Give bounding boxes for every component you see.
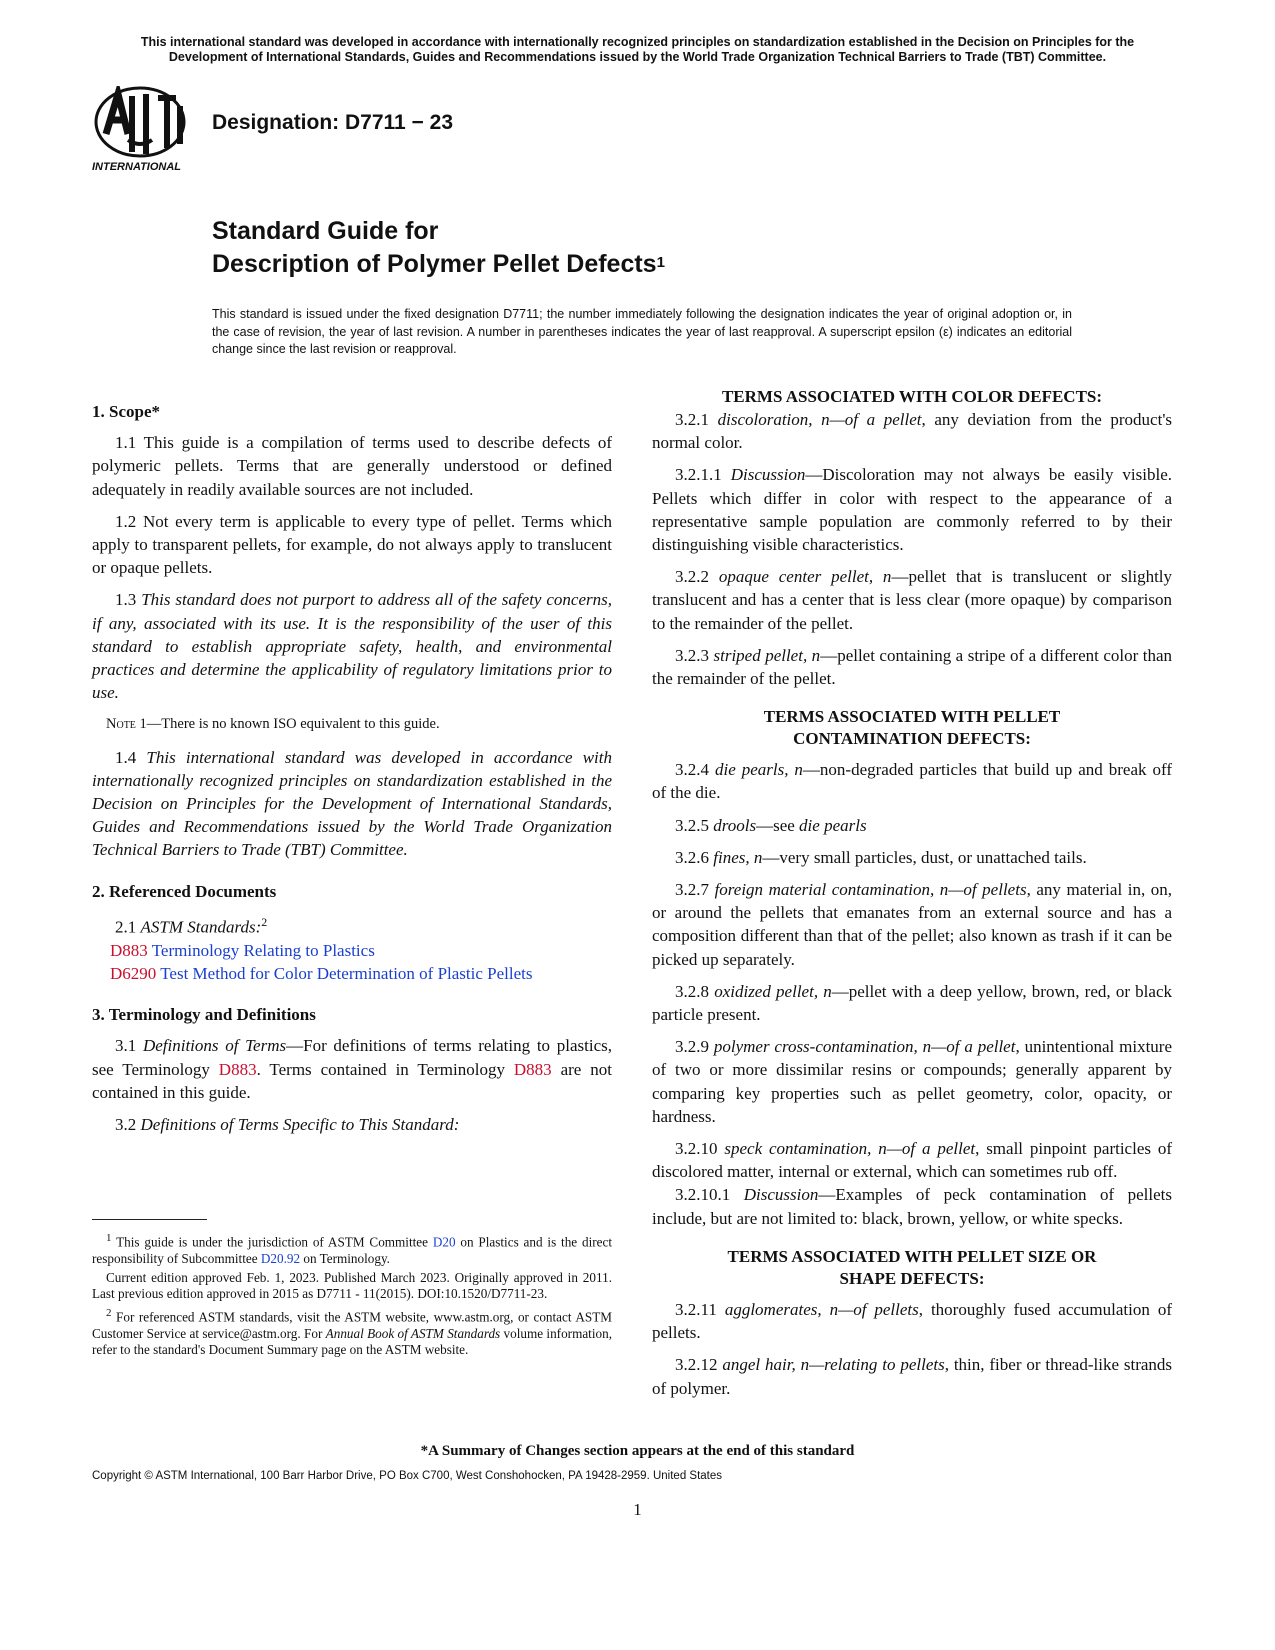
def-3-2-7-term: foreign material contamination, n—of pellets [714,880,1027,900]
def-3-2-11 [652,1298,1172,1344]
para-1-4-text: This international standard was developed in accordance with internationally recognized principles on standardization established in the Decision on Principles for the Development of International Standards, Guides and Recommendations issued by the World Trade Organization Technical Barriers to Trade (TBT) Committee. [92,747,612,860]
ref-d883-code[interactable]: D883 [110,940,148,960]
para-3-1-c: are not contained in this guide. [92,1059,612,1102]
def-3-2-10-num: 3.2.10 [675,1139,725,1159]
def-3-2-9-term: polymer cross-contamination, n—of a pellet [713,1037,1016,1057]
def-3-2-3-term: striped pellet, n [713,645,821,665]
def-3-2-6-num: 3.2.6 [675,847,714,867]
def-3-2-8-num: 3.2.8 [675,981,715,1001]
footnote-1-c: on Terminology. [300,1250,390,1266]
footnote-1-link-d20[interactable]: D20 [432,1234,456,1250]
para-3-1-b: . Terms contained in Terminology [256,1059,514,1079]
notice-line-2: Development of International Standards, Guides and Recommendations issued by the World Trade Organization Technical Barriers to Trade (TBT) Committee. [168,50,1107,64]
def-3-2-3-num: 3.2.3 [675,645,714,665]
def-3-2-6-term: fines, n [713,847,763,867]
def-3-2-3 [652,644,1172,690]
def-3-2-11-term: agglomerates, n—of pellets [724,1299,919,1319]
def-3-2-7-num: 3.2.7 [675,880,715,900]
def-3-2-4-term: die pearls, n [714,760,803,780]
ref-d6290-code[interactable]: D6290 [110,963,157,983]
def-3-2-4 [652,758,1172,804]
def-3-2-4-text: —non-degraded particles that build up and break off of the die. [652,760,1172,803]
def-3-2-3-text: —pellet containing a stripe of a different color than the remainder of the pellet. [652,645,1173,689]
def-3-2-1-1-term: Discussion [730,465,806,485]
def-3-2-7-text: , any material in, on, or around the pellets that emanates from an external source and has a composition different than that of the pellet; also known as trash if it can be picked up separately. [652,880,1173,969]
def-3-2-2-num: 3.2.2 [675,567,719,587]
def-3-2-1-1-num: 3.2.1.1 [675,465,731,485]
right-column [652,386,1172,1409]
footnote-2-italic: Annual Book of ASTM Standards [325,1325,501,1341]
para-3-2-text: Definitions of Terms Specific to This Standard: [140,1114,460,1134]
footnote-1 [92,1230,612,1268]
para-1-2: 1.2 Not every term is applicable to every type of pellet. Terms which apply to transparent pellets, for example, do not always apply to translucent or opaque pellets. [92,511,612,578]
designation: Designation: D7711 − 23 [212,111,454,134]
footnote-1-a: This guide is under the jurisdiction of ASTM Committee [111,1234,433,1250]
def-3-2-1-term: discoloration, n—of a pellet [717,410,922,429]
footnote-2-b: volume information, refer to the standard's Document Summary page on the ASTM website. [92,1325,612,1358]
left-column [92,400,612,1145]
def-3-2-1-num: 3.2.1 [675,410,718,429]
def-3-2-1-text: , any deviation from the product's normal color. [652,410,1172,453]
def-3-2-9 [652,1035,1172,1128]
def-3-2-8-term: oxidized pellet, n [714,981,832,1001]
para-3-1-a: —For definitions of terms relating to plastics, see Terminology [92,1036,612,1079]
astm-logo-icon [88,86,200,176]
copyright: Copyright © ASTM International, 100 Barr Harbor Drive, PO Box C700, West Conshohocken, PA 19428-2959. United States [92,1470,723,1482]
def-3-2-12-text: , thin, fiber or thread-like strands of polymer. [652,1355,1173,1398]
def-3-2-6 [652,846,1172,869]
para-3-1 [92,1034,612,1104]
para-2-1 [92,911,612,939]
def-3-2-11-text: , thoroughly fused accumulation of pellets. [652,1299,1172,1343]
logo-text: INTERNATIONAL [92,161,182,173]
title-line-1: Standard Guide for [212,217,439,245]
astm-logo [88,86,200,176]
footnote-divider [92,1219,207,1220]
para-1-3-text: This standard does not purport to address all of the safety concerns, if any, associated with its use. It is the responsibility of the user of this standard to establish appropriate safety, health, and environmental practices and determine the applicability of regulatory limitations prior to use. [92,590,613,703]
def-3-2-2 [652,565,1172,635]
footnote-2-mark: 2 [106,1306,112,1319]
para-1-3-num: 1.3 [115,590,142,610]
def-3-2-12 [652,1353,1172,1399]
def-3-2-10-text: , small pinpoint particles of discolored matter, internal or external, which can sometimes rub off. [652,1139,1172,1182]
scope-heading: 1. Scope* [92,402,160,421]
summary-of-changes-note: *A Summary of Changes section appears at the end of this standard [420,1443,855,1459]
def-3-2-2-term: opaque center pellet, n [718,567,892,587]
def-3-2-4-num: 3.2.4 [675,760,715,780]
size-shape-defects-heading [652,1246,1172,1290]
ref-d883-title[interactable]: Terminology Relating to Plastics [147,940,375,960]
page-number: 1 [633,1500,642,1519]
def-3-2-10-1-num: 3.2.10.1 [675,1185,744,1205]
def-3-2-8-text: —pellet with a deep yellow, brown, red, or black particle present. [652,981,1172,1025]
contamination-heading-line-2: CONTAMINATION DEFECTS: [793,729,1031,749]
def-3-2-1 [652,408,1172,454]
note-1 [92,713,612,736]
contamination-defects-heading [652,706,1172,750]
para-1-4-num: 1.4 [115,747,147,767]
title-footnote-mark[interactable]: 1 [656,254,665,271]
def-3-2-12-num: 3.2.12 [675,1355,723,1375]
def-3-2-12-term: angel hair, n—relating to pellets [722,1355,945,1375]
def-3-2-10-1-term: Discussion [743,1185,819,1205]
standards-notice [80,35,1195,65]
refdocs-heading: 2. Referenced Documents [92,881,277,901]
def-3-2-5-ref: die pearls [799,815,867,835]
issue-note: This standard is issued under the fixed designation D7711; the number immediately following the designation indicates the year of original adoption or, in the case of revision, the year of last revision. A number in parentheses indicates the year of last reapproval. A superscript epsilon (ε) indicates an editorial change since the last revision or reapproval. [212,307,1072,356]
note-1-label: Note 1 [106,716,147,733]
para-3-1-term: Definitions of Terms [142,1036,287,1056]
def-3-2-11-num: 3.2.11 [675,1299,725,1319]
def-3-2-9-text: , unintentional mixture of two or more dissimilar resins or compounds; generally apparent by comparing key properties such as pellet geometry, color, opacity, or hardness. [652,1037,1173,1126]
def-3-2-2-text: —pellet that is translucent or slightly translucent and has a center that is less clear (more opaque) by comparison to the remainder of the pellet. [652,567,1173,633]
footnote-1-link-d2092[interactable]: D20.92 [260,1250,301,1266]
note-1-text: —There is no known ISO equivalent to this guide. [146,716,440,733]
footnote-1-edition: Current edition approved Feb. 1, 2023. Published March 2023. Originally approved in 2011. Last previous edition approved in 2015 as D7711 - 11(2015). DOI:10.1520/D7711-23. [92,1269,612,1302]
def-3-2-5-num: 3.2.5 [675,815,714,835]
def-3-2-8 [652,980,1172,1026]
def-3-2-9-num: 3.2.9 [675,1037,714,1057]
def-3-2-6-text: —very small particles, dust, or unattached tails. [762,847,1087,867]
size-heading-line-1: TERMS ASSOCIATED WITH PELLET SIZE OR [727,1246,1097,1266]
para-3-1-num: 3.1 [115,1036,143,1056]
title-line-2 [212,248,665,281]
def-3-2-1-1 [652,463,1172,556]
para-1-3 [92,588,612,704]
notice-line-1: This international standard was developed in accordance with internationally recognized principles on standardization established in the Decision on Principles for the [140,35,1135,49]
def-3-2-10 [652,1137,1172,1183]
para-3-2-num: 3.2 [115,1114,141,1134]
footnote-1-mark: 1 [106,1232,112,1244]
ref-d883 [92,939,612,962]
para-2-1-text: ASTM Standards: [140,917,262,937]
def-3-2-7 [652,878,1172,971]
para-3-1-ref2[interactable]: D883 [513,1059,552,1079]
terminology-heading: 3. Terminology and Definitions [92,1005,316,1025]
page-title [212,215,665,281]
footnote-2-a: For referenced ASTM standards, visit the ASTM website, www.astm.org, or contact ASTM Customer Service at service@astm.org. For [92,1309,612,1341]
footnotes [92,1230,612,1361]
def-3-2-10-1-text: —Examples of peck contamination of pellets include, but are not limited to: black, brown, yellow, or white specks. [652,1185,1173,1228]
para-1-1: 1.1 This guide is a compilation of terms used to describe defects of polymeric pellets. Terms that are generally understood or defined adequately in readily available sources are not included. [92,433,612,499]
para-2-1-num: 2.1 [115,917,141,937]
para-3-1-ref1[interactable]: D883 [218,1059,257,1079]
para-2-1-sup[interactable]: 2 [261,914,268,929]
def-3-2-5-text: —see [756,815,800,835]
ref-d6290 [92,962,612,985]
def-3-2-1-1-text: —Discoloration may not always be easily visible. Pellets which differ in color with respect to the appearance of a representative sample population are commonly referred to by their distinguishing visible characteristics. [652,465,1173,555]
size-heading-line-2: SHAPE DEFECTS: [839,1268,985,1288]
def-3-2-10-term: speck contamination, n—of a pellet [724,1139,976,1159]
def-3-2-5 [652,814,1172,837]
para-1-4 [92,746,612,862]
def-3-2-5-term: drools [713,815,757,835]
footnote-1-b: on Plastics and is the direct responsibility of Subcommittee [92,1234,613,1266]
color-defects-heading: TERMS ASSOCIATED WITH COLOR DEFECTS: [721,387,1103,406]
ref-d6290-title[interactable]: Test Method for Color Determination of Plastic Pellets [156,963,533,983]
def-3-2-10-1 [652,1183,1172,1229]
footnote-2 [92,1305,612,1359]
contamination-heading-line-1: TERMS ASSOCIATED WITH PELLET [763,707,1061,727]
title-line-2-text: Description of Polymer Pellet Defects [212,250,657,278]
para-3-2 [92,1113,612,1136]
